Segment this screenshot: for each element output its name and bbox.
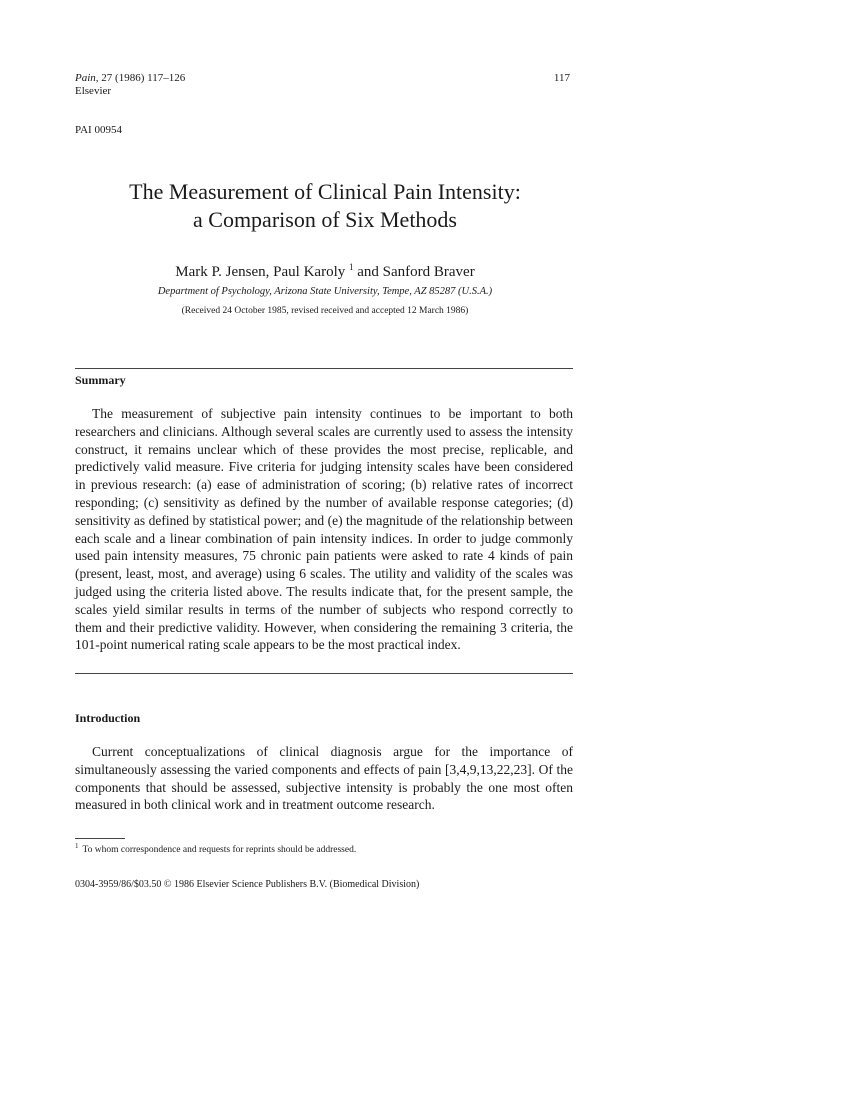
introduction-heading: Introduction [75,711,141,725]
summary-top-rule [75,368,573,369]
summary-heading: Summary [75,373,126,387]
footnote-marker: 1 [349,262,354,272]
journal-volume-pages: 27 (1986) 117–126 [98,72,186,84]
copyright-line: 0304-3959/86/$03.50 © 1986 Elsevier Science Publishers B.V. (Biomedical Division) [75,879,420,890]
authors-main: Mark P. Jensen, Paul Karoly [175,264,346,280]
footnote-rule [75,838,125,839]
publisher: Elsevier [75,85,112,97]
page-number: 117 [553,72,570,84]
summary-bottom-rule [75,673,573,674]
footnote-number: 1 [75,842,79,850]
affiliation: Department of Psychology, Arizona State University, Tempe, AZ 85287 (U.S.A.) [157,286,493,297]
authors-rest: and Sanford Braver [353,264,475,280]
authors [75,262,575,281]
article-title [75,178,575,234]
title-line-2: a Comparison of Six Methods [193,207,457,232]
introduction-text: Current conceptualizations of clinical diagnosis argue for the importance of simultaneously assessing the varied components and effects of pain [3,4,9,13,22,23]. Of the components that should be assessed, subjective intensity is probably the one most often measured in both clinical work and in treatment outcome research. [75,744,573,813]
footnote [75,842,356,855]
title-line-1: The Measurement of Clinical Pain Intensity: [129,179,521,204]
journal-name: Pain, [75,72,99,84]
summary-text: The measurement of subjective pain intensity continues to be important to both researchers and clinicians. Although several scales are currently used to assess the intensity construct, it remains unclear which of these provides the most precise, replicable, and predictively valid measure. Five criteria for judging intensity scales have been considered in previous research: (a) ease of administration of scoring; (b) relative rates of incorrect responding; (c) sensitivity as defined by the number of available response categories; (d) sensitivity as defined by statistical power; and (e) the magnitude of the relationship between each scale and a linear combination of pain intensity indices. In order to judge commonly used pain intensity measures, 75 chronic pain patients were asked to rate 4 kinds of pain (present, least, most, and average) using 6 scales. The utility and validity of the scales was judged using the criteria listed above. The results indicate that, for the present sample, the scales yield similar results in terms of the number of subjects who respond correctly to them and their predictive validity. However, when considering the remaining 3 criteria, the 101-point numerical rating scale appears to be the most practical index. [75,406,573,653]
received-dates: (Received 24 October 1985, revised received and accepted 12 March 1986) [181,306,469,316]
document-code: PAI 00954 [75,124,122,136]
journal-reference [75,72,185,85]
footnote-text: To whom correspondence and requests for reprints should be addressed. [82,845,357,855]
